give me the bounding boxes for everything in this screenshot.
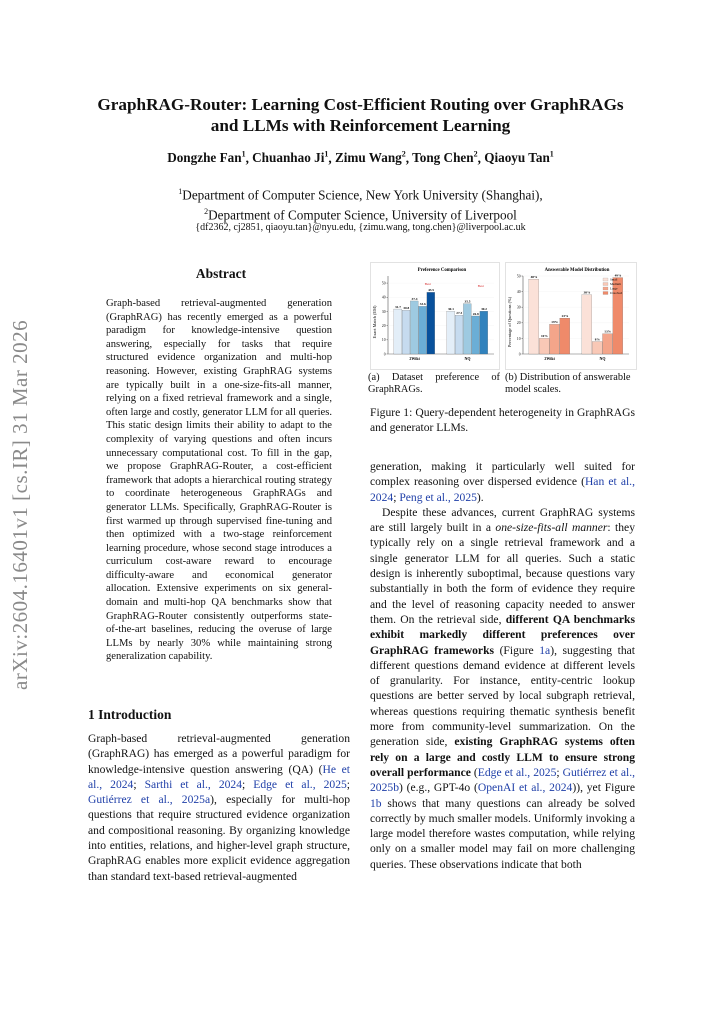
citation-link[interactable]: Gutiérrez et al., 2025a	[88, 793, 211, 807]
data-label: 35.5	[464, 299, 471, 304]
citation-link[interactable]: Han et al., 2024	[370, 475, 635, 504]
data-label: 33.6	[419, 302, 426, 307]
bar	[472, 316, 480, 354]
figure-caption: Figure 1: Query-dependent heterogeneity in GraphRAGs and generator LLMs.	[370, 406, 635, 435]
right-column-text	[370, 459, 635, 872]
bar	[560, 318, 570, 354]
intro-paragraph: Graph-based retrieval-augmented generation (GraphRAG) has emerged as a powerful paradigm for knowledge-intensive question answering (QA) (He et al., 2024; Sarthi et al., 2024; Edge et al., 2025; Gutiérrez et al., 2025a), especially for multi-hop questions that require structured evidence organization and compositional reasoning. By organizing knowledge into entities, relations, and higher-level graph structure, GraphRAG enables more explicit evidence aggregation than standard text-based retrieval-augmented	[88, 732, 351, 883]
legend-swatch	[603, 278, 608, 281]
data-label: 13%	[604, 329, 612, 334]
y-tick-label: 0	[383, 352, 386, 357]
bar	[550, 324, 560, 354]
citation-link[interactable]: Edge et al., 2025	[477, 765, 557, 779]
figure-1a-chart	[370, 262, 500, 370]
citation-link[interactable]: Sarthi et al., 2024	[144, 777, 243, 791]
abstract-text: Graph-based retrieval-augmented generation (GraphRAG) has recently emerged as a powerful paradigm for knowledge-intensive question answering, especially for tasks that require structured evidence organization and multi-hop reasoning. However, existing GraphRAG systems are typically built in a one-size-fits-all manner, relying on a fixed retrieval framework and a single, often large and costly, generator LLM for all queries. This static design limits their ability to adapt to the complexity of varying questions and often incurs unnecessary computational cost. To fill in the gap, we propose GraphRAG-Router, a cost-efficient framework that adopts a hierarchical routing strategy to coordinate heterogeneous GraphRAGs and generator LLMs. Specifically, GraphRAG-Router is first warmed up through supervised fine-tuning and then optimized with a two-stage reinforcement learning procedure, whose second stage introduces a curriculum cost-aware reward to encourage difficulty-aware and economical generator allocation. Extensive experiments on six general-domain and multi-hop QA benchmarks show that GraphRAG-Router consistently outperforms state-of-the-art baselines, reducing the overuse of large LLMs by nearly 30% while maintaining strong generalization capability.	[106, 298, 332, 663]
chart-title: Preference Comparison	[417, 268, 467, 273]
y-tick-label: 30	[381, 309, 386, 314]
data-label: 30.2	[481, 306, 488, 311]
data-label: 49%	[614, 273, 622, 278]
legend-swatch	[603, 287, 608, 290]
legend-label: Small	[610, 277, 618, 282]
author: Zimu Wang$^2$	[334, 150, 406, 166]
arxiv-identifier: arXiv:2604.16401v1 [cs.IR] 31 Mar 2026	[8, 319, 32, 690]
y-tick-label: 30	[516, 305, 521, 310]
bar	[410, 301, 418, 354]
figure-1b-chart	[505, 262, 637, 370]
figure-ref-link[interactable]: 1a	[539, 643, 551, 657]
data-label: 30.8	[403, 306, 410, 311]
bar	[463, 304, 471, 354]
bar	[480, 311, 488, 354]
affiliations	[60, 183, 661, 224]
citation-link[interactable]: Edge et al., 2025	[253, 777, 347, 791]
y-tick-label: 40	[516, 290, 521, 294]
data-label: 31.7	[394, 304, 401, 309]
affiliation-2: $^2$Department of Computer Science, University of Liverpool	[204, 207, 517, 223]
data-label: 27.3	[456, 311, 463, 316]
bar	[539, 338, 549, 354]
legend-swatch	[603, 292, 608, 295]
legend-label: Large	[610, 286, 618, 291]
bar	[394, 309, 402, 354]
y-tick-label: 20	[381, 324, 386, 329]
data-label: 38%	[583, 290, 591, 295]
title-line-1: GraphRAG-Router: Learning Cost-Efficient Routing over GraphRAGs	[97, 95, 624, 114]
citation-link[interactable]: He et al., 2024	[88, 762, 350, 791]
author-list: Dongzhe Fan$^1$, Chuanhao Ji$^1$, Zimu Wang$^2$, Tong Chen$^2$, Qiaoyu Tan$^1$	[167, 150, 554, 166]
x-tick-label: 2Wiki	[409, 356, 420, 361]
best-annotation: Best	[424, 282, 431, 286]
data-label: 10%	[540, 334, 548, 339]
legend-swatch	[603, 283, 608, 286]
bar	[419, 306, 427, 354]
figure-ref-link[interactable]: 1b	[370, 796, 382, 810]
x-tick-label: NQ	[464, 356, 471, 361]
author: Chuanhao Ji$^1$	[252, 150, 329, 166]
y-tick-label: 50	[516, 274, 521, 279]
chart-title: Answerable Model Distribution	[544, 268, 610, 273]
bar	[592, 342, 602, 354]
author: Dongzhe Fan$^1$	[167, 150, 246, 166]
y-tick-label: 50	[381, 281, 386, 286]
subcaption-b: (b) Distribution of answerable model scales.	[505, 372, 631, 396]
data-label: 48%	[530, 274, 538, 279]
author: Qiaoyu Tan$^1$	[484, 150, 554, 166]
data-label: 37.4	[411, 296, 418, 301]
affiliation-1: $^1$Department of Computer Science, New York University (Shanghai),	[178, 187, 543, 203]
citation-link[interactable]: Peng et al., 2025	[399, 490, 477, 504]
data-label: 30.1	[447, 307, 454, 312]
bar	[529, 279, 539, 354]
y-axis-label: Exact Match (EM)	[372, 305, 377, 339]
legend-label: Unsolved	[610, 291, 623, 296]
bar	[582, 295, 592, 354]
data-label: 8%	[594, 337, 600, 342]
bar	[447, 311, 455, 354]
author: Tong Chen$^2$	[412, 150, 478, 166]
data-label: 19%	[551, 320, 559, 325]
bar	[603, 334, 613, 354]
bar	[402, 310, 410, 354]
x-tick-label: 2Wiki	[544, 356, 555, 361]
best-annotation: Best	[477, 284, 484, 288]
y-tick-label: 10	[516, 336, 521, 341]
x-tick-label: NQ	[599, 356, 606, 361]
title-line-2: and LLMs with Reinforcement Learning	[210, 116, 511, 135]
data-label: 26.8	[472, 311, 479, 316]
abstract-heading: Abstract	[195, 266, 247, 281]
paragraph: generation, making it particularly well suited for complex reasoning over dispersed evidence (Han et al., 2024; Peng et al., 2025).	[370, 460, 635, 504]
citation-link[interactable]: Gutiérrez et al., 2025b	[370, 765, 635, 795]
paragraph: Despite these advances, current GraphRAG systems are still largely built in a one-size-fits-all manner: they typically rely on a single retrieval framework and a single generator LLM for all queries. Such a static design is inherently suboptimal, because questions vary substantially in both the form of evidence they require and the level of reasoning capacity needed to answer them. On the retrieval side, different QA benchmarks exhibit markedly different preferences over GraphRAG frameworks (Figure 1a), suggesting that different questions demand evidence at different levels of granularity. For instance, entity-centric lookup questions are better served by local subgraph retrieval, whereas questions requiring thematic synthesis benefit more from community-level summarization. On the generation side, existing GraphRAG systems often rely on a large and costly LLM to ensure strong overall performance (Edge et al., 2025; Gutiérrez et al., 2025b) (e.g., GPT-4o (OpenAI et al., 2024)), yet Figure 1b shows that many questions can already be solved correctly by much smaller models. Uniformly invoking a large model therefore wastes computation, while relying only on a smaller model may fail on more challenging queries. These observations indicate that both	[370, 505, 636, 871]
data-label: 23%	[561, 313, 569, 318]
bar	[427, 292, 435, 354]
y-tick-label: 20	[516, 321, 521, 326]
citation-link[interactable]: OpenAI et al., 2024	[477, 781, 573, 795]
section-heading: 1 Introduction	[88, 707, 172, 722]
bar	[455, 315, 463, 354]
author-emails: {df2362, cj2851, qiaoyu.tan}@nyu.edu, {zimu.wang, tong.chen}@liverpool.ac.uk	[195, 222, 526, 233]
data-label: 43.5	[428, 288, 435, 293]
paper-title	[60, 94, 661, 136]
legend-label: Medium	[610, 282, 621, 287]
y-tick-label: 0	[518, 352, 521, 357]
subcaption-a: (a) Dataset preference of GraphRAGs.	[368, 372, 500, 396]
y-tick-label: 40	[381, 295, 386, 300]
y-axis-label: Percentage of Questions (%)	[507, 296, 512, 348]
y-tick-label: 10	[381, 338, 386, 343]
